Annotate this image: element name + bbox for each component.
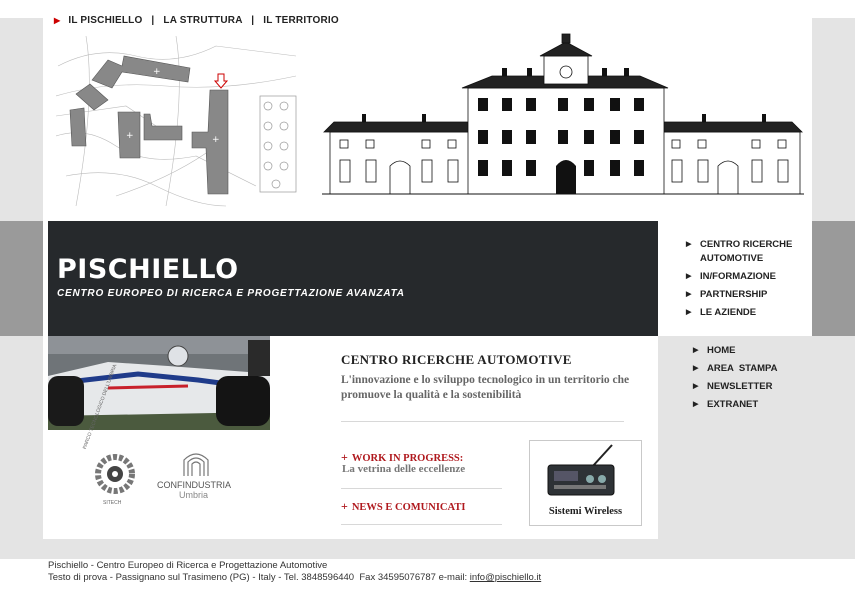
footer-band — [0, 539, 855, 559]
menu-item-area-stampa[interactable]: ▶ AREA STAMPA — [693, 363, 778, 374]
side-band-left-middle — [0, 221, 43, 336]
side-band-left-lower — [0, 336, 43, 539]
nav-separator: | — [151, 15, 155, 26]
menu-arrow-icon: ▶ — [693, 365, 699, 372]
content-divider — [341, 421, 624, 422]
footer-email-link[interactable]: info@pischiello.it — [469, 572, 542, 583]
villa-illustration — [322, 32, 804, 196]
side-band-left-top — [0, 18, 43, 221]
footer-line-1: Pischiello - Centro Europeo di Ricerca e Progettazione Automotive — [48, 560, 328, 571]
news-subtitle: La vetrina delle eccellenze — [342, 463, 466, 475]
nav-separator: | — [251, 15, 255, 26]
news-divider — [341, 524, 502, 525]
nav-link-il-pischiello[interactable]: IL PISCHIELLO — [68, 15, 143, 26]
confindustria-logo-icon — [180, 450, 212, 478]
menu-item-newsletter[interactable]: ▶ NEWSLETTER — [693, 381, 773, 392]
menu-arrow-icon: ▶ — [693, 347, 699, 354]
menu-arrow-icon: ▶ — [686, 273, 692, 280]
wireless-label: Sistemi Wireless — [548, 506, 623, 517]
menu-arrow-icon: ▶ — [686, 241, 692, 248]
nav-arrow-icon: ▶ — [54, 16, 61, 25]
menu-item-home[interactable]: ▶ HOME — [693, 345, 736, 356]
confindustria-region: Umbria — [179, 490, 209, 500]
plus-icon: + — [341, 450, 348, 464]
side-band-right-top — [812, 18, 855, 221]
menu-item-partnership[interactable]: ▶ PARTNERSHIP — [686, 289, 768, 300]
content-description: L'innovazione e lo sviluppo tecnologico in un territorio che promuove la qualità e la sostenibilità — [341, 374, 630, 401]
svg-text:+: + — [212, 135, 220, 145]
side-band-right-middle — [812, 221, 855, 336]
site-plan-map — [56, 36, 300, 208]
wireless-device-image — [530, 441, 641, 503]
map-pointer-icon — [215, 74, 227, 88]
nav-link-il-territorio[interactable]: IL TERRITORIO — [263, 15, 339, 26]
sitech-logo — [80, 444, 140, 504]
news-link-comunicati[interactable]: + NEWS E COMUNICATI — [341, 499, 466, 513]
plus-icon: + — [341, 499, 348, 513]
menu-arrow-icon: ▶ — [686, 309, 692, 316]
menu-arrow-icon: ▶ — [693, 401, 699, 408]
news-link-work-in-progress[interactable]: + WORK IN PROGRESS: — [341, 450, 464, 464]
menu-item-informazione[interactable]: ▶ IN/FORMAZIONE — [686, 271, 776, 282]
menu-item-centro-ricerche[interactable]: ▶ CENTRO RICERCHE AUTOMOTIVE — [686, 239, 793, 264]
menu-arrow-icon: ▶ — [693, 383, 699, 390]
footer-line-2: Testo di prova - Passignano sul Trasimeno (PG) - Italy - Tel. 3848596440 Fax 34595076787 e-mail: info@pischiello.it — [48, 572, 542, 583]
content-title: CENTRO RICERCHE AUTOMOTIVE — [341, 352, 572, 367]
menu-item-le-aziende[interactable]: ▶ LE AZIENDE — [686, 307, 757, 318]
nav-link-la-struttura[interactable]: LA STRUTTURA — [163, 15, 243, 26]
sitech-label: SITECH — [103, 500, 122, 506]
brand-subtitle: CENTRO EUROPEO DI RICERCA E PROGETTAZIONE AVANZATA — [57, 288, 405, 299]
race-car-photo — [48, 336, 270, 430]
menu-item-extranet[interactable]: ▶ EXTRANET — [693, 399, 759, 410]
brand-title: PISCHIELLO — [57, 254, 239, 285]
news-divider — [341, 488, 502, 489]
menu-arrow-icon: ▶ — [686, 291, 692, 298]
svg-text:+: + — [126, 131, 134, 141]
confindustria-label: CONFINDUSTRIA — [157, 480, 231, 490]
utility-menu — [693, 344, 803, 416]
section-menu — [686, 238, 806, 324]
svg-text:+: + — [153, 67, 161, 77]
top-navigation — [54, 15, 339, 26]
